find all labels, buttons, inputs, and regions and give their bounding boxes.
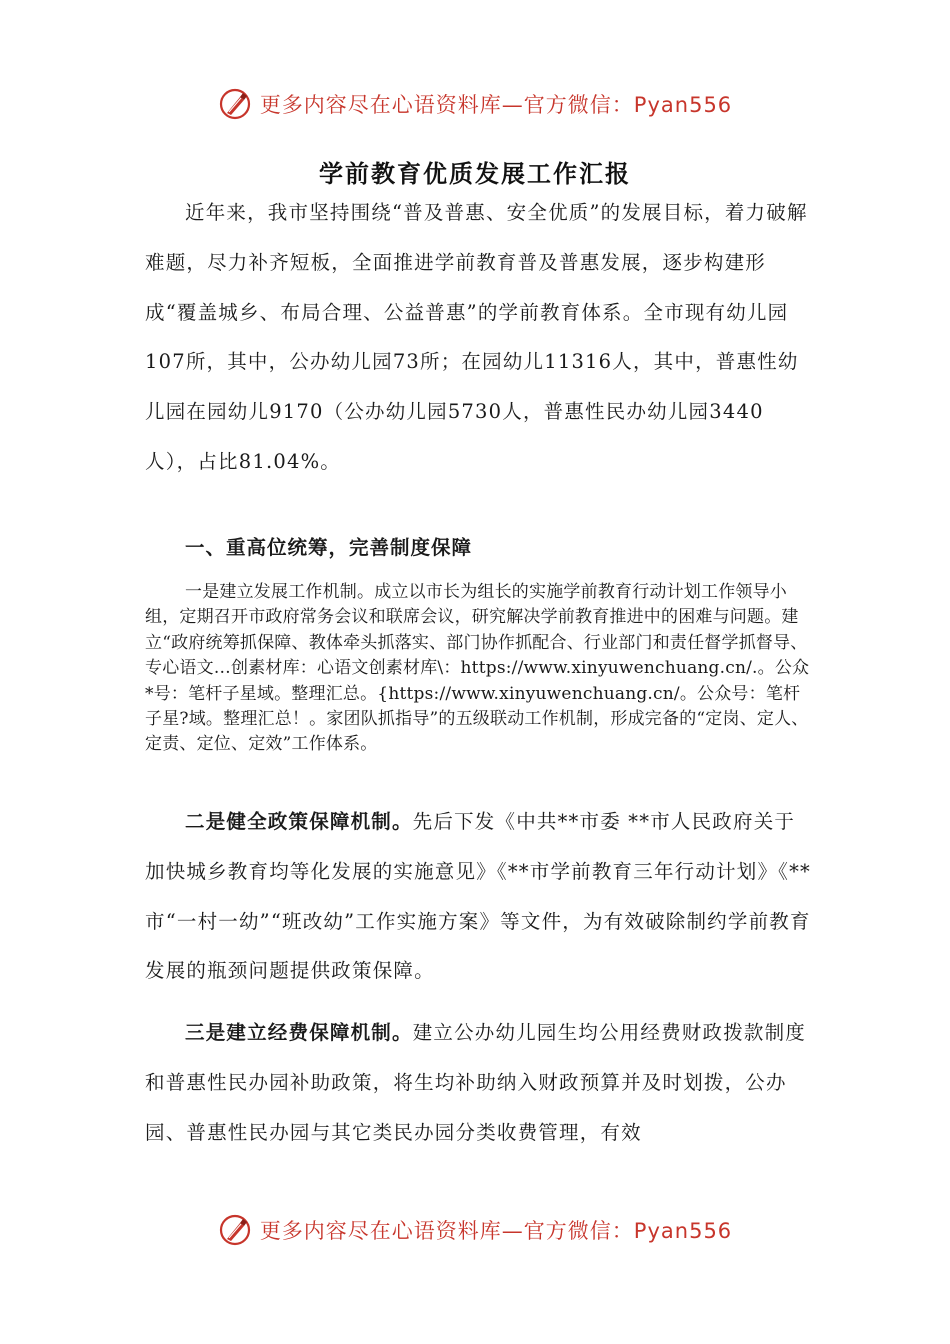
mechanism-paragraph: 一是建立发展工作机制。成立以市长为组长的实施学前教育行动计划工作领导小组，定期召开市政府常务会议和联席会议，研究解决学前教育推进中的困难与问题。建立“政府统筹抓保障、教体牵头抓落实、部门协作抓配合、行业部门和责任督学抓督导、专心语文…创素材库：心语文创素材库\：https://www.xinyuwenchuang.cn/.。公众*号：笔杆子星域。整理汇总。{https://www.xinyuwenchuang.cn/。公众号：笔杆子星?域。整理汇总！。家团队抓指导”的五级联动工作机制，形成完备的“定岗、定人、定责、定位、定效”工作体系。	[145, 582, 810, 755]
banner-text: 更多内容尽在心语资料库—官方微信：Pyan556	[259, 1219, 733, 1243]
section-1-heading-wrap	[145, 532, 815, 560]
section-heading: 一、重高位统筹，完善制度保障	[185, 536, 473, 559]
policy-section	[145, 797, 815, 996]
policy-paragraph	[145, 797, 815, 996]
intro-section	[145, 188, 815, 487]
funding-section	[145, 1008, 815, 1157]
pen-nib-logo-icon	[218, 1213, 252, 1247]
page-title: 学前教育优质发展工作汇报	[319, 159, 631, 188]
header-banner	[0, 84, 950, 124]
banner-text: 更多内容尽在心语资料库—官方微信：Pyan556	[259, 93, 733, 117]
funding-paragraph	[145, 1008, 815, 1157]
policy-body: 先后下发《中共**市委 **市人民政府关于加快城乡教育均等化发展的实施意见》《**市学前教育三年行动计划》《**市“一村一幼”“班改幼”工作实施方案》等文件，为有效破除制约学前教育发展的瓶颈问题提供政策保障。	[145, 810, 812, 983]
section-1-body	[145, 580, 815, 758]
funding-lead: 三是建立经费保障机制。	[185, 1021, 413, 1044]
footer-banner	[0, 1210, 950, 1250]
pen-nib-logo-icon	[218, 87, 252, 121]
intro-paragraph: 近年来，我市坚持围绕“普及普惠、安全优质”的发展目标，着力破解难题，尽力补齐短板，全面推进学前教育普及普惠发展，逐步构建形成“覆盖城乡、布局合理、公益普惠”的学前教育体系。全市现有幼儿园107所，其中，公办幼儿园73所；在园幼儿11316人，其中，普惠性幼儿园在园幼儿9170（公办幼儿园5730人，普惠性民办幼儿园3440人），占比81.04%。	[145, 201, 808, 473]
policy-lead: 二是健全政策保障机制。	[185, 810, 413, 833]
funding-body: 建立公办幼儿园生均公用经费财政拨款制度和普惠性民办园补助政策，将生均补助纳入财政预算并及时划拨，公办园、普惠性民办园与其它类民办园分类收费管理，有效	[145, 1021, 807, 1144]
